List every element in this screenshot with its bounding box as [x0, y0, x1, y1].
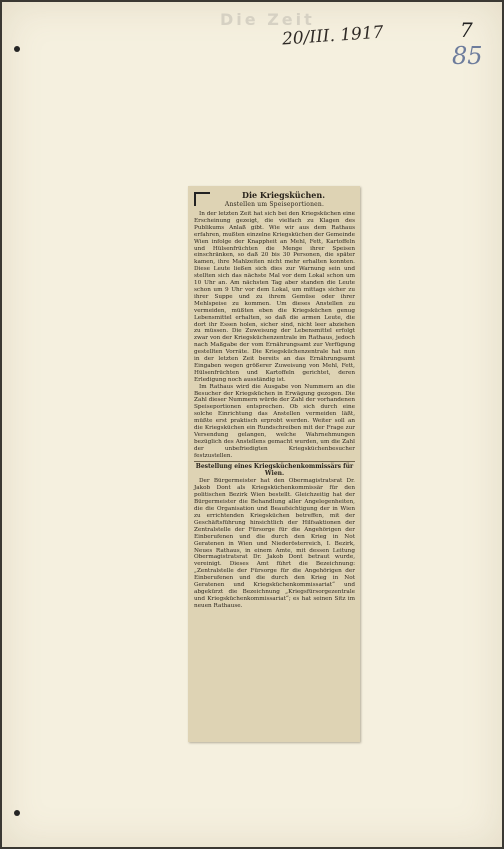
article-subtitle: Anstellen um Speiseportionen.: [224, 201, 325, 208]
handwritten-date: 20/III. 1917: [281, 22, 385, 50]
archive-number: 85: [452, 42, 483, 70]
article-paragraph: Im Rathaus wird die Ausgabe von Nummern an die Besucher der Kriegsküchen in Erwägung gezogen. Die Zahl dieser Nummern würde der Zahl der vorhandenen Speiseportionen entsprechen. Ob sich durch eine solche Einrichtung das Anstellen vermeiden läßt, müßte erst praktisch erprobt werden. Weiter soll an die Kriegsküchen ein Rundschreiben mit der Frage zur Versendung gelangen, welche Wahrnehmungen bezüglich des Anstellens gemacht wurden, um die Zahl der unbefriedigten Kriegsküchenbesucher festzustellen.: [194, 383, 355, 459]
bracket-mark: [194, 192, 210, 206]
punch-hole: [14, 810, 20, 816]
divider: [194, 461, 355, 462]
punch-hole: [14, 46, 20, 52]
section-heading: Bestellung eines Kriegsküchenkommissärs für Wien.: [195, 462, 354, 478]
newspaper-stamp: Die Zeit: [220, 10, 315, 29]
newspaper-clipping: [188, 186, 360, 742]
article-paragraph: Der Bürgermeister hat den Obermagistratsrat Dr. Jakob Dont als Kriegsküchenkommissär für den politischen Bezirk Wien bestellt. Gleichzeitig hat der Bürgermeister die Behandlung aller Angelegenheiten, die die Organisation und Beaufsichtigung der in Wien zu errichtenden Kriegsküchen betreffen, mit der Geschäftsführung hinsichtlich der Hilfsaktionen der Zentralstelle der Fürsorge für die Angehörigen der Einberufenen und die durch den Krieg in Not Geratenen in Wien und Niederösterreich, I. Bezirk, Neues Rathaus, in einem Amte, mit dessen Leitung Obermagistratsrat Dr. Jakob Dont betraut wurde, vereinigt. Dieses Amt führt die Bezeichnung: „Zentralstelle der Fürsorge für die Angehörigen der Einberufenen und die durch den Krieg in Not Geratenen und Kriegsküchenkommissariat“ und abgekürzt die Bezeichnung „Kriegsfürsorgezentrale und Kriegsküchenkommissariat“; es hat seinen Sitz im neuen Rathause.: [194, 478, 355, 609]
page-number: 7: [460, 18, 473, 42]
archive-sheet: [2, 2, 502, 847]
article-title: Die Kriegsküchen.: [242, 190, 325, 200]
article-paragraph: In der letzten Zeit hat sich bei den Kriegsküchen eine Erscheinung gezeigt, die vielfach zu Klagen des Publikums Anlaß gibt. Wie wir aus dem Rathaus erfahren, mußten einzelne Kriegsküchen der Gemeinde Wien infolge der Knappheit an Mehl, Fett, Kartoffeln und Hülsenfrüchten die Menge ihrer Speisen einschränken, so daß 20 bis 30 Personen, die später kamen, ihre Mahlzeiten nicht mehr erhalten konnten. Diese Leute ließen sich dies zur Warnung sein und stellten sich das nächste Mal vor dem Lokal schon um 10 Uhr an. Am nächsten Tag aber standen die Leute schon um 9 Uhr vor dem Lokal, um mittags sicher zu ihrer Suppe und zu ihrem Gemüse oder ihrer Mehlspeise zu kommen. Um dieses Anstellen zu vermeiden, müßten eben die Kriegsküchen genug Lebensmittel erhalten, so daß die armen Leute, die dort ihr Essen holen, sicher sind, nicht leer abziehen zu müssen. Die Zuweisung der Lebensmittel erfolgt zwar von der Kriegsküchenzentrale im Rathaus, jedoch nach Maßgabe der vom Ernährungsamt zur Verfügung gestellten Vorräte. Die Kriegsküchenzentrale hat nun in der letzten Zeit bereits an das Ernährungsamt Eingaben wegen größerer Zuweisung von Mehl, Fett, Hülsenfrüchten und Kartoffeln gerichtet, deren Erledigung noch ausständig ist.: [194, 211, 355, 383]
